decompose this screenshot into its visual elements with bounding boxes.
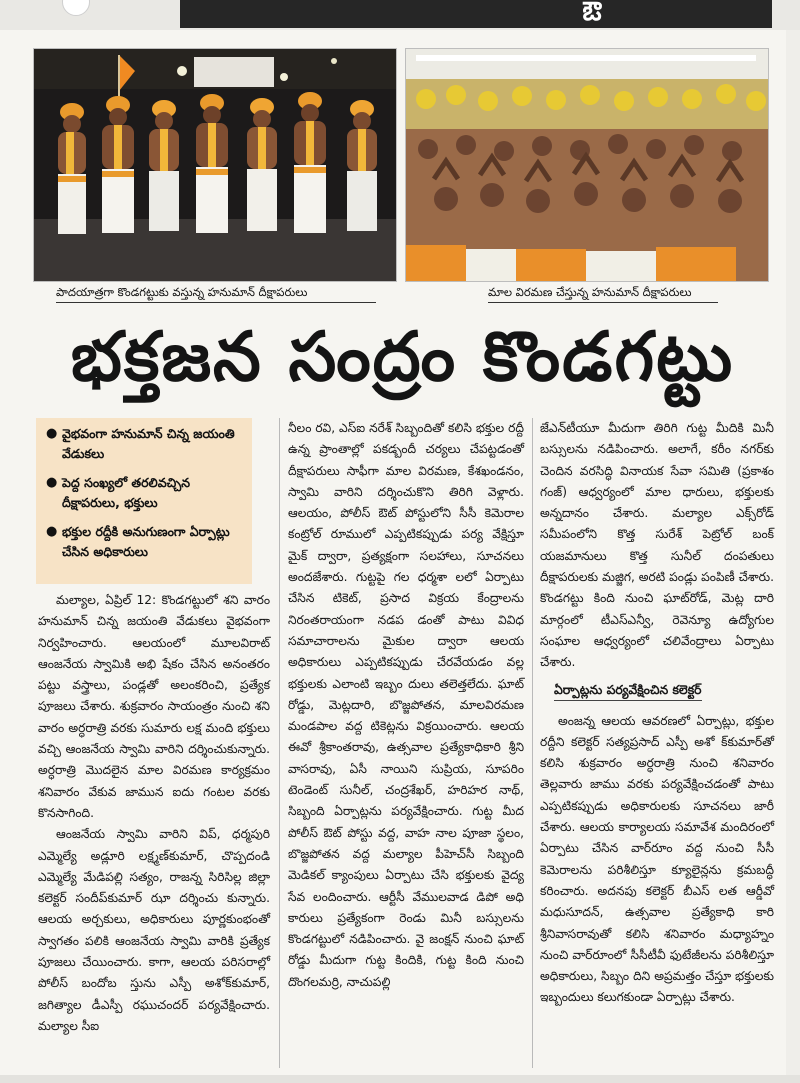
article-paragraph: నీలం రవి, ఎస్ఐ నరేశ్ సిబ్బందితో కలిసి భక్తుల రద్దీ ఉన్న ప్రాంతాల్లో పకడ్బందీ చర్యలు చేపట్టడంతో దీక్షాపరులు సాఫీగా మాల విరమణ, కేశఖండనం, స్వామి వారిని దర్శించుకొని తిరిగి వెళ్లారు. ఆలయం, పోలీస్ ఔట్ పోస్టులోని సీసీ కెమెరాల కంట్రోల్ రూములో ఎప్పటికప్పుడు పర్య వేక్షిస్తూ మైక్ ద్వారా, ప్రత్యక్షంగా సలహాలు, సూచనలు అందజేశారు. గుట్టపై గల ధర్మశా లలో ఏర్పాటు చేసిన టికెట్, ప్రసాద విక్రయ కేంద్రాలను నిరంతరాయంగా నడప డంతో పాటు వివిధ సమాచారాలను మైకుల ద్వారా ఆలయ అధికారులు ఎప్పటికప్పుడు చేరవేయడం వల్ల భక్తులకు ఎలాంటి ఇబ్బం దులు తలెత్తలేదు. ఘాట్ రోడ్డు, మెట్లదారి, బొజ్జపోతన, మాలవిరమణ మండపాల వద్ద టికెట్లను విక్రయించారు. ఆలయ ఈవో శ్రీకాంతరావు, ఉత్సవాల ప్రత్యేకాధికారి శ్రీని వాసరావు, ఏసీ నాయిని సుప్రియ, సూపరిం టెండెంట్ సునీల్, చంద్రశేఖర్, హరిహర నాథ్, సిబ్బంది ఏర్పాట్లను పర్యవేక్షించారు. గుట్ట మీద పోలీస్ ఔట్ పోస్టు వద్ద, వాహ నాల పూజా స్థలం, బొజ్జపోతన వద్ద మల్యాల పీహెచ్‌సీ సిబ్బంది మెడికల్ క్యాంపులు ఏర్పాటు చేసి భక్తులకు వైద్య సేవ లందించారు. ఆర్టీసీ వేములవాడ డిపో అధి కారులు ప్రత్యేకంగా రెండు మినీ బస్సులను కొండగట్టులో నడిపించారు. వై జంక్షన్ నుంచి ఘాట్ రోడ్డు మీదుగా గుట్ట కిందికి, గుట్ట కింది నుంచి దొంగలమర్రి, నాచుపల్లి	[288, 421, 524, 989]
article-column-2	[288, 418, 524, 1068]
column-divider	[532, 418, 533, 1068]
page-edge	[786, 30, 800, 1075]
photo-mala-viramana	[405, 48, 769, 282]
article-paragraph: మల్యాల, ఏప్రిల్ 12: కొండగట్టులో శని వారం హనుమాన్ చిన్న జయంతి వేడుకలు వైభవంగా నిర్వహించారు. ఆలయంలో మూలవిరాట్ ఆంజనేయ స్వామికి అభి షేకం చేసిన అనంతరం పట్టు వస్త్రాలు, పండ్లతో అలంకరించి, ప్రత్యేక పూజలు చేశారు. శుక్రవారం సాయంత్రం నుంచి శని వారం అర్ధరాత్రి వరకు సుమారు లక్ష మంది భక్తులు వచ్చి ఆంజనేయ స్వామి వారిని దర్శించుకున్నారు. అర్ధరాత్రి మొదలైన మాల విరమణ కార్యక్రమం శనివారం వేకువ జామున ఐదు గంటల వరకు కొనసాగింది.	[38, 593, 270, 820]
bottom-page-strip	[0, 1075, 800, 1083]
bullet-icon: ●	[46, 475, 58, 490]
highlight-item: ● వైభవంగా హనుమాన్ చిన్న జయంతి వేడుకలు	[46, 426, 235, 461]
highlights-box	[36, 418, 252, 584]
article-paragraph: అంజన్న ఆలయ ఆవరణలో ఏర్పాట్లు, భక్తుల రద్దీని కలెక్టర్ సత్యప్రసాద్ ఎస్పీ అశో క్‌కుమార్‌తో కలిసి శుక్రవారం అర్ధరాత్రి నుంచి శనివారం తెల్లవారు జాము వరకు పర్యవేక్షించడంతో పాటు ఎప్పటికప్పుడు అధికారులకు సూచనలు జారీ చేశారు. ఆలయ కార్యాలయ సమావేశ మందిరంలో ఏర్పాటు చేసిన వార్‌రూం వద్ద నుంచి సీసీ కెమెరాలను పరిశీలిస్తూ క్యూలైన్లను క్రమబద్ధీ కరించారు. అదనపు కలెక్టర్ బీఎస్ లత ఆర్డీవో మధుసూదన్, ఉత్సవాల ప్రత్యేకాధి కారి శ్రీనివాసరావుతో కలిసి శనివారం మధ్యాహ్నం నుంచి వార్‌రూంలో సీసీటీవీ ఫుటేజీలను పరిశీలిస్తూ అధికారులు, సిబ్బం దిని అప్రమత్తం చేస్తూ భక్తులకు ఇబ్బందులు కలుగకుండా ఏర్పాట్లు చేశారు.	[540, 713, 774, 1005]
headline: భక్తజన సంద్రం కొండగట్టు	[70, 318, 735, 397]
column-divider	[279, 418, 280, 1068]
article-paragraph: జేఎన్‌టీయూ మీదుగా తిరిగి గుట్ట మీదికి మినీ బస్సులను నడిపించారు. అలాగే, కరీం నగర్‌కు చెందిన వరసిద్ధి వినాయక సేవా సమితి (ప్రకాశం గంజ్) ఆధ్వర్యంలో మాల ధారులు, భక్తులకు అన్నదానం చేశారు. మల్యాల ఎక్స్‌రోడ్ సమీపంలోని కొత్త సురేశ్ పెట్రోల్ బంక్ యజమానులు కొత్త సునీల్ దంపతులు దీక్షాపరులకు మజ్జిగ, అరటి పండ్లు పంపిణీ చేశారు. కొండగట్టు కింది నుంచి ఘాట్‌రోడ్, మెట్ల దారి మార్గంలో టీఎస్ఎన్వీ, రెవెన్యూ ఉద్యోగుల సంఘాల ఆధ్వర్యంలో చలివేంద్రాలు ఏర్పాటు చేశారు.	[540, 421, 774, 670]
photo-procession	[33, 48, 397, 282]
article-paragraph: ఆంజనేయ స్వామి వారిని విప్, ధర్మపురి ఎమ్మెల్యే అడ్లూరి లక్ష్మణ్‌కుమార్, చొప్పదండి ఎమ్మెల్యే మేడిపల్లి సత్యం, రాజన్న సిరిసిల్ల జిల్లా కలెక్టర్ సందీప్‌కుమార్ ఝా దర్శించు కున్నారు. ఆలయ అర్చకులు, అధికారులు పూర్ణకుంభంతో స్వాగతం పలికి ఆంజనేయ స్వామి వారికి ప్రత్యేక పూజలు చేయించారు. కాగా, ఆలయ పరిసరాల్లో పోలీస్ బందోబ స్తును ఎస్పీ అశోక్‌కుమార్, జగిత్యాల డీఎస్పీ రఘుచందర్ పర్యవేక్షించారు. మల్యాల సీఐ	[38, 827, 270, 1033]
photo-procession-caption: పాదయాత్రగా కొండగట్టుకు వస్తున్న హనుమాన్ దీక్షాపరులు	[56, 282, 376, 303]
seated-devotees-illustration	[406, 49, 768, 281]
highlight-item: ● భక్తుల రద్దీకి అనుగుణంగా ఏర్పాట్లు చేసిన అధికారులు	[46, 524, 230, 559]
bullet-icon: ●	[46, 524, 58, 539]
photo-mala-viramana-caption: మాల విరమణ చేస్తున్న హనుమాన్ దీక్షాపరులు	[488, 282, 718, 303]
article-column-1	[38, 590, 270, 1070]
masthead-glyph: ఔ	[582, 0, 602, 27]
procession-illustration	[34, 49, 396, 281]
masthead-banner	[180, 0, 772, 28]
section-subheading: ఏర్పాట్లను పర్యవేక్షించిన కలెక్టర్	[554, 680, 702, 701]
highlight-item: ● పెద్ద సంఖ్యలో తరలివచ్చిన దీక్షాపరులు, భక్తులు	[46, 475, 190, 510]
bullet-icon: ●	[46, 426, 58, 441]
article-column-3	[540, 418, 774, 1068]
